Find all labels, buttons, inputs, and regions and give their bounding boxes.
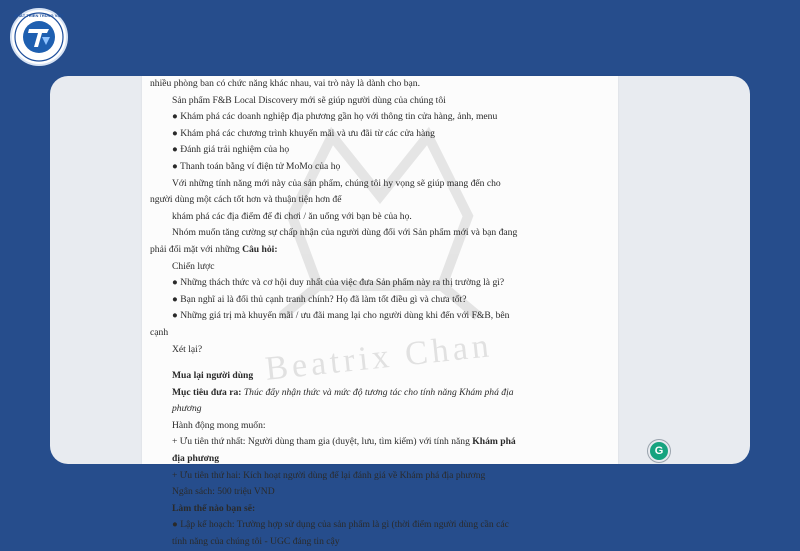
doc-line: khám phá các địa điểm để đi chơi / ăn uống với bạn bè của họ. xyxy=(172,210,412,222)
grammarly-icon: G xyxy=(654,445,664,457)
doc-bullet: ● Khám phá các chương trình khuyến mãi và ưu đãi từ các cửa hàng xyxy=(172,127,435,139)
doc-section-heading: Mua lại người dùng xyxy=(172,370,254,382)
doc-line: Hành động mong muốn: xyxy=(172,419,266,431)
doc-line: phương xyxy=(172,403,202,415)
doc-text: + Ưu tiên thứ nhất: Người dùng tham gia (duyệt, lưu, tìm kiếm) với tính năng xyxy=(172,436,473,448)
doc-bullet: ● Đánh giá trải nghiệm của họ xyxy=(172,144,290,156)
doc-bullet: ● Những thách thức và cơ hội duy nhất của việc đưa Sản phẩm này ra thị trường là gì? xyxy=(172,277,505,289)
doc-line xyxy=(150,434,606,451)
doc-line: Nhóm muốn tăng cường sự chấp nhận của người dùng đối với Sản phẩm mới và bạn đang xyxy=(172,227,518,239)
doc-bullet: ● Lập kế hoạch: Trường hợp sử dụng của sản phẩm là gì (thời điểm người dùng cần các xyxy=(172,519,509,531)
doc-text: phải đối mặt với những xyxy=(150,243,243,255)
doc-bullet: ● Bạn nghĩ ai là đối thủ cạnh tranh chính? Họ đã làm tốt điều gì và chưa tốt? xyxy=(172,293,467,305)
doc-bullet: ● Thanh toán bằng ví điện tử MoMo của họ xyxy=(172,160,341,172)
doc-bold-text: Câu hỏi: xyxy=(242,243,278,255)
watermark-text: Beatrix Chan xyxy=(263,327,495,388)
doc-bullet: ● Khám phá các doanh nghiệp địa phương gần họ với thông tin cửa hàng, ảnh, menu xyxy=(172,111,498,123)
company-logo-mark xyxy=(12,10,66,64)
doc-line: địa phương xyxy=(172,453,220,465)
doc-line xyxy=(150,385,606,402)
doc-bullet: ● Những giá trị mà khuyến mãi / ưu đãi mang lại cho người dùng khi đến với F&B, bên xyxy=(172,310,510,322)
doc-line: Ngân sách: 500 triệu VND xyxy=(172,486,275,498)
doc-line: nhiều phòng ban có chức năng khác nhau, vai trò này là dành cho bạn. xyxy=(150,78,421,89)
company-logo xyxy=(10,8,68,66)
document-content xyxy=(150,76,606,551)
doc-line: cạnh xyxy=(150,326,169,338)
doc-line: + Ưu tiên thứ hai: Kích hoạt người dùng để lại đánh giá về Khám phá địa phương xyxy=(172,469,486,481)
doc-subheading: Làm thế nào bạn sẽ: xyxy=(172,502,256,514)
doc-line: người dùng một cách tốt hơn và thuận tiện hơn để xyxy=(150,194,342,206)
doc-line: Xét lại? xyxy=(172,343,203,355)
document-page[interactable] xyxy=(142,76,618,548)
svg-text:PHÁT TRIỂN TRUNG VIỆT: PHÁT TRIỂN TRUNG VIỆT xyxy=(14,13,64,18)
doc-line: tính năng của chúng tôi - UGC đáng tin cậy xyxy=(172,536,340,548)
doc-spacer xyxy=(150,358,606,368)
doc-italic-text: Thúc đẩy nhận thức và mức độ tương tác cho tính năng Khám phá địa xyxy=(241,386,514,398)
doc-line: Chiến lược xyxy=(172,260,215,272)
doc-line: Với những tính năng mới này của sản phẩm, chúng tôi hy vọng sẽ giúp mang đến cho xyxy=(172,177,501,189)
grammarly-button[interactable] xyxy=(650,442,668,460)
doc-bold-text: Khám phá xyxy=(472,436,516,448)
doc-line: Sản phẩm F&B Local Discovery mới sẽ giúp người dùng của chúng tôi xyxy=(172,94,446,106)
doc-line xyxy=(150,242,606,259)
document-viewer[interactable] xyxy=(50,76,750,548)
doc-bold-text: Mục tiêu đưa ra: xyxy=(172,386,242,398)
